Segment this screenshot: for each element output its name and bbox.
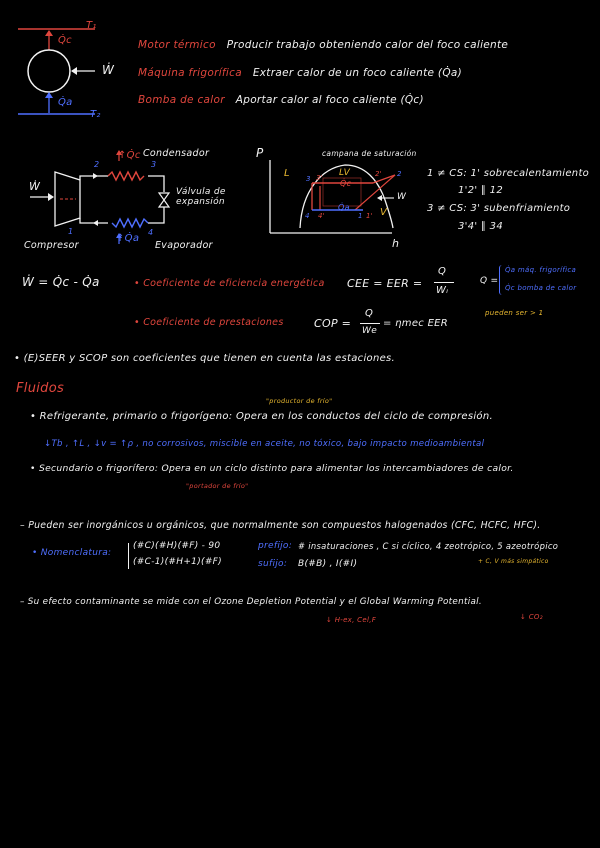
q-option-frigorifica: Q̇a máq. frigorífica <box>505 266 577 274</box>
w-balance-formula: Ẇ = Q̇c - Q̇a <box>22 275 100 289</box>
valvula-label: Válvula de expansión <box>176 187 226 207</box>
ph-v-label: V <box>380 207 388 218</box>
gwp-note: ↓ CO₂ <box>520 613 543 621</box>
cycle-qa-label: ↑Q̇a <box>116 233 140 244</box>
nomenclature-formula-2: (#C-1)(#H+1)(#F) <box>133 557 222 567</box>
q-brace-label: Q = <box>480 276 499 286</box>
cs-note-1: 1 ≠ CS: 1' sobrecalentamiento <box>427 168 590 179</box>
t1-label: T₁ <box>86 20 97 31</box>
ph-node-2p: 2' <box>375 170 382 178</box>
cycle-node-3: 3 <box>151 160 157 169</box>
ozono-text: – Su efecto contaminante se mide con el Ozone Depletion Potential y el Global Warming Potential. <box>20 597 483 607</box>
ph-h-axis: h <box>392 237 400 250</box>
cs-note-2: 1'2' ∥ 12 <box>458 185 504 196</box>
ph-l-label: L <box>284 168 290 179</box>
annot-secundario: "portador de frío" <box>186 482 249 490</box>
ph-node-2: 2 <box>397 170 402 178</box>
ph-qa-label: Q̇a <box>338 203 350 212</box>
cee-numerator: Q <box>438 266 447 277</box>
definition-term: Bomba de calor <box>138 94 225 106</box>
cycle-node-2: 2 <box>94 160 100 169</box>
properties-text: ↓Tb , ↑L , ↓v = ↑ρ , no corrosivos, miscible en aceite, no tóxico, bajo impacto medioambiental <box>44 439 485 449</box>
cop-formula: COP = <box>314 317 352 330</box>
q-option-bomba: Q̇c bomba de calor <box>505 284 577 292</box>
cop-fraction-bar <box>360 323 380 324</box>
definition-text: Aportar calor al foco caliente (Q̇c) <box>235 94 424 106</box>
nomenclature-brace <box>128 543 132 569</box>
cop-rhs: = ηmec EER <box>383 318 449 329</box>
cee-formula: CEE = EER = <box>347 277 423 290</box>
campana-label: campana de saturación <box>322 149 417 158</box>
ph-p-axis: P <box>256 146 264 160</box>
definition-term: Motor térmico <box>138 39 216 51</box>
fluidos-heading: Fluidos <box>16 381 65 396</box>
cee-denominator: Wᵢ <box>436 285 449 296</box>
note-mas-simpatico: + C, V más simpático <box>478 558 549 565</box>
cycle-node-1: 1 <box>68 227 74 236</box>
cee-label: • Coeficiente de eficiencia energética <box>134 278 325 289</box>
compresor-label: Compresor <box>24 240 79 251</box>
w-label: Ẇ <box>102 63 115 77</box>
definition-term: Máquina frigorífica <box>138 67 242 79</box>
nomenclature-formula-1: (#C)(#H)(#F) - 90 <box>133 541 221 551</box>
odp-note: ↓ H-ex, Cel,F <box>326 616 377 624</box>
ph-node-1p: 1' <box>366 212 373 220</box>
prefijo-text: # insaturaciones , C si cíclico, 4 zeotrópico, 5 azeotrópico <box>298 541 559 551</box>
seer-note: • (E)SEER y SCOP son coeficientes que tienen en cuenta las estaciones. <box>14 353 396 364</box>
cycle-w-label: Ẇ <box>29 180 41 193</box>
definition-text: Producir trabajo obteniendo calor del foco caliente <box>226 39 509 51</box>
ph-lv-label: LV <box>339 168 351 178</box>
condensador-label: Condensador <box>143 148 210 159</box>
cycle-node-4: 4 <box>148 228 154 237</box>
evaporador-label: Evaporador <box>155 240 213 251</box>
qa-label: Q̇a <box>58 97 73 108</box>
cop-label: • Coeficiente de prestaciones <box>134 317 284 328</box>
ph-qc-label: Q̇c <box>340 179 352 188</box>
ph-w-label: W <box>397 192 407 202</box>
cycle-qc-label: ↑Q̇c <box>118 150 141 161</box>
refrigerante-text: • Refrigerante, primario o frigorígeno: Opera en los conductos del ciclo de compresión. <box>30 411 493 422</box>
t2-label: T₂ <box>90 109 101 120</box>
prefijo-label: prefijo: <box>258 541 293 551</box>
cop-numerator: Q <box>365 308 374 319</box>
inorganicos-text: – Pueden ser inorgánicos u orgánicos, que normalmente son compuestos halogenados (CFC, HCFC, HFC). <box>20 520 541 531</box>
secundario-text: • Secundario o frigorífero: Opera en un ciclo distinto para alimentar los intercambiadores de calor. <box>30 463 514 474</box>
ph-node-4p: 4' <box>318 212 325 220</box>
cee-fraction-bar <box>434 282 454 283</box>
sufijo-label: sufijo: <box>258 559 288 569</box>
ph-node-3: 3 <box>306 175 311 183</box>
qc-label: Q̇c <box>58 35 72 46</box>
ph-node-1: 1 <box>358 212 363 220</box>
note-gt1: pueden ser > 1 <box>485 309 544 317</box>
cop-denominator: We <box>362 326 378 336</box>
definition-text: Extraer calor de un foco caliente (Q̇a) <box>252 67 463 79</box>
sufijo-text: B(#B) , I(#I) <box>298 559 358 569</box>
q-brace <box>499 265 504 295</box>
ph-node-4: 4 <box>305 212 310 220</box>
cs-note-4: 3'4' ∥ 34 <box>458 221 504 232</box>
nomenclatura-label: • Nomenclatura: <box>32 548 112 558</box>
annot-refrigerante: "productor de frío" <box>266 397 333 405</box>
ph-node-3p: 3' <box>316 174 323 182</box>
cs-note-3: 3 ≠ CS: 3' subenfriamiento <box>427 203 571 214</box>
